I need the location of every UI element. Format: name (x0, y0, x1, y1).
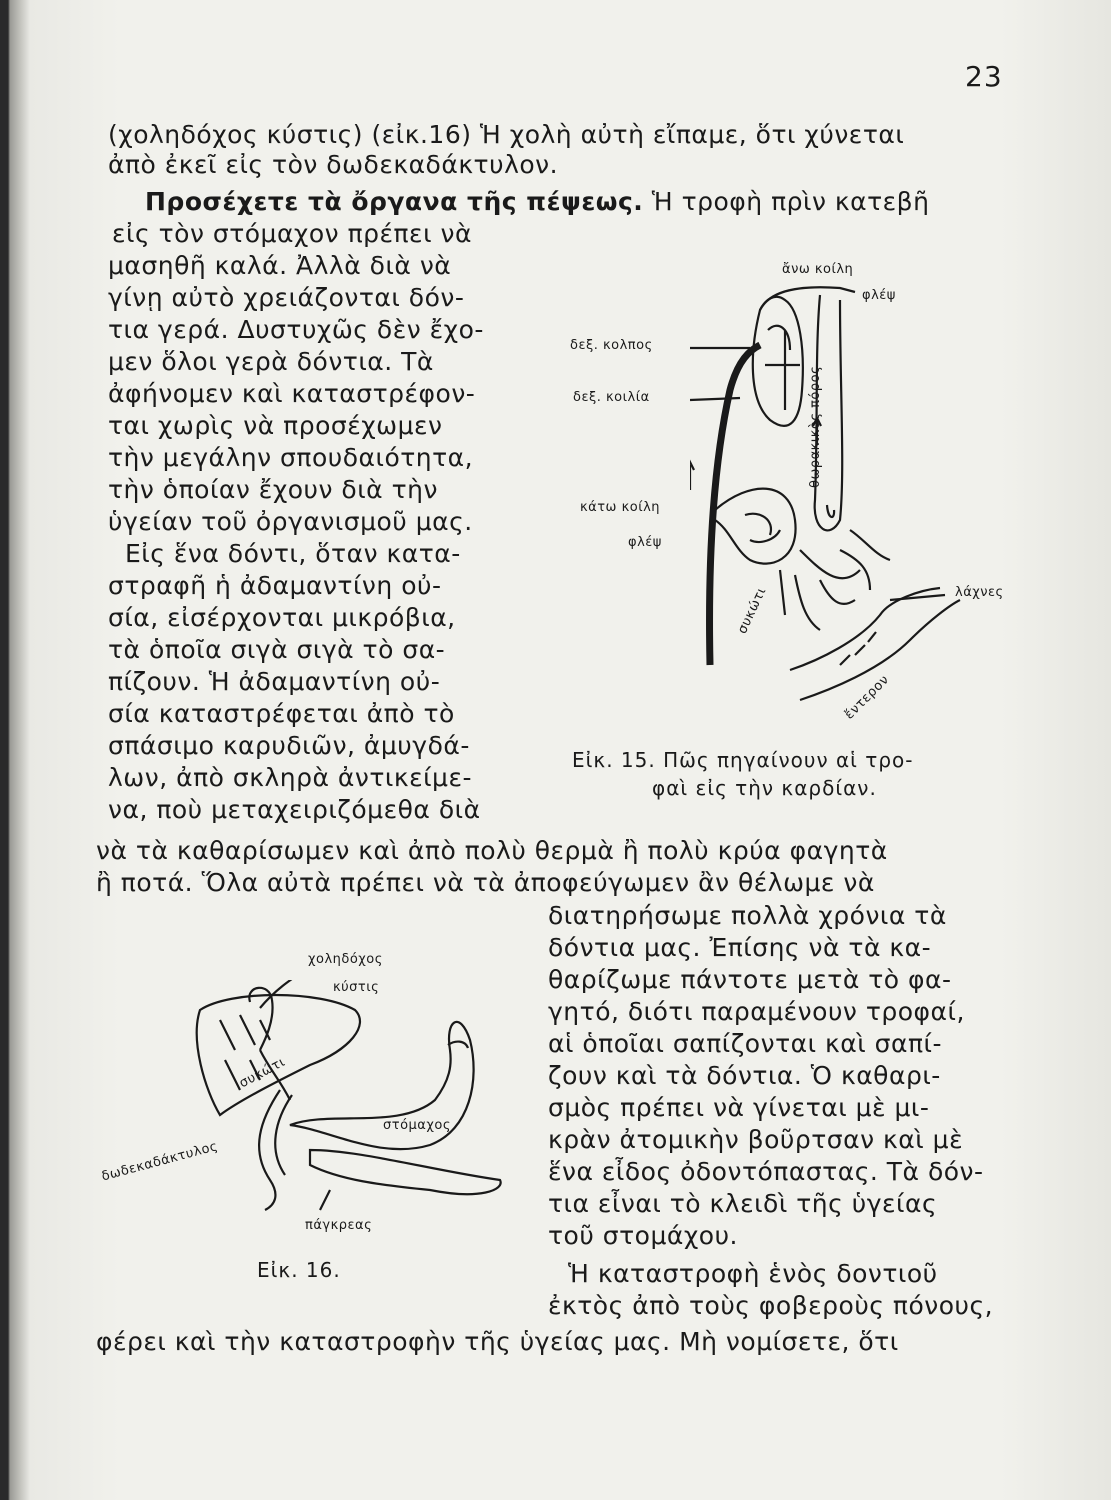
figure-15-diagram (690, 270, 1030, 740)
text-line: τὴν ὁποίαν ἔχουν διὰ τὴν (108, 475, 438, 504)
heart-outline (753, 297, 803, 426)
liver-veins (745, 514, 780, 542)
section-heading-line (145, 186, 929, 218)
label-dodekadaktylos: δωδεκαδάκτυλος (100, 1138, 220, 1185)
label-dex-koilia: δεξ. κοιλία (573, 390, 650, 405)
label-kato-koili: κάτω κοίλη (580, 500, 661, 515)
text-line: πίζουν. Ἡ ἀδαμαντίνη οὐ- (108, 667, 441, 696)
figure-15-caption-line2: φαὶ εἰς τὴν καρδίαν. (652, 776, 877, 800)
text-line: κρὰν ἀτομικὴν βοῦρτσαν καὶ μὲ (548, 1125, 964, 1154)
page-number: 23 (965, 60, 1003, 93)
text-line: ται χωρὶς νὰ προσέχωμεν (108, 411, 443, 440)
text-line: ζουν καὶ τὰ δόντια. Ὁ καθαρι- (548, 1061, 941, 1090)
text-line: φέρει καὶ τὴν καταστροφὴν τῆς ὑγείας μας. Μὴ νομίσετε, ὅτι (96, 1327, 899, 1356)
text-line: τια γερά. Δυστυχῶς δὲν ἔχο- (108, 315, 484, 344)
pancreas (310, 1150, 501, 1194)
section-heading: Προσέχετε τὰ ὄργανα τῆς πέψεως. (145, 187, 644, 216)
label-xolidoxos: χοληδόχος (308, 952, 383, 967)
leader-line (690, 398, 740, 400)
text-line: ἢ ποτά. Ὅλα αὐτὰ πρέπει νὰ τὰ ἀποφεύγωμεν ἂν θέλωμε νὰ (96, 868, 875, 897)
villi-lines-2 (780, 570, 820, 630)
label-stomaxos: στόμαχος (383, 1118, 451, 1133)
label-sykoti-16: συκώτι (237, 1054, 288, 1092)
text-line: εἰς τὸν στόμαχον πρέπει νὰ (112, 219, 472, 248)
label-enteron: ἔντερον (842, 672, 893, 723)
text-line: ἐκτὸς ἀπὸ τοὺς φοβεροὺς πόνους, (548, 1291, 994, 1320)
text-line: ὑγείαν τοῦ ὀργανισμοῦ μας. (108, 507, 473, 536)
label-kystis: κύστις (333, 980, 380, 995)
figure-16-caption: Εἰκ. 16. (257, 1258, 341, 1282)
text-line: σία καταστρέφεται ἀπὸ τὸ (108, 699, 455, 728)
text-line: δόντια μας. Ἐπίσης νὰ τὰ κα- (548, 933, 932, 962)
section-heading-continuation: Ἡ τροφὴ πρὶν κατεβῆ (651, 187, 930, 216)
text-line: να, ποὺ μεταχειριζόμεθα διὰ (108, 795, 481, 824)
text-line: γητό, διότι παραμένουν τροφαί, (548, 997, 965, 1026)
text-line: σπάσιμο καρυδιῶν, ἀμυγδά- (108, 731, 470, 760)
text-line: (χοληδόχος κύστις) (εἰκ.16) Ἡ χολὴ αὐτὴ εἴπαμε, ὅτι χύνεται (108, 120, 905, 149)
figure-15-caption-line1: Εἰκ. 15. Πῶς πηγαίνουν αἱ τρο- (572, 748, 914, 772)
liver-outline (715, 489, 796, 564)
text-line: Ἡ καταστροφὴ ἑνὸς δοντιοῦ (568, 1259, 938, 1288)
text-line: τὰ ὁποῖα σιγὰ σιγὰ τὸ σα- (108, 635, 446, 664)
duodenum (259, 1090, 280, 1210)
label-laxnes: λάχνες (955, 585, 1004, 600)
text-line: σμὸς πρέπει νὰ γίνεται μὲ μι- (548, 1093, 930, 1122)
text-line: διατηρήσωμε πολλὰ χρόνια τὰ (548, 901, 947, 930)
duodenum-inner (275, 1095, 292, 1175)
intestine-inner (790, 588, 940, 670)
text-line: στραφῆ ἡ ἀδαμαντίνη οὐ- (108, 571, 442, 600)
label-thorakikos-poros: θωρακικὸς πόρος (808, 365, 823, 488)
text-line: γίνῃ αὐτὸ χρειάζονται δόν- (108, 283, 465, 312)
text-line: τὴν μεγάλην σπουδαιότητα, (108, 443, 474, 472)
thoracic-duct-inner (827, 505, 834, 517)
villi-lines (800, 530, 890, 604)
text-line: μασηθῆ καλά. Ἀλλὰ διὰ νὰ (108, 251, 452, 280)
text-line: τια εἶναι τὸ κλειδὶ τῆς ὑγείας (548, 1189, 938, 1218)
text-line: λων, ἀπὸ σκληρὰ ἀντικείμε- (108, 763, 472, 792)
text-line: νὰ τὰ καθαρίσωμεν καὶ ἀπὸ πολὺ θερμὰ ἢ πολὺ κρύα φαγητὰ (96, 836, 888, 865)
text-line: τοῦ στομάχου. (548, 1221, 738, 1250)
label-ano-koili: ἄνω κοίλη (782, 262, 854, 277)
text-line: ἀπὸ ἐκεῖ εἰς τὸν δωδεκαδάκτυλον. (108, 150, 559, 179)
heart-inner (765, 326, 800, 410)
leader-line (320, 1190, 330, 1210)
label-fleps-top: φλέψ (862, 288, 896, 303)
text-line: αἱ ὁποῖαι σαπίζονται καὶ σαπί- (548, 1029, 942, 1058)
figure-16-diagram (180, 980, 520, 1220)
leader-line (890, 595, 945, 600)
text-line: ἕνα εἶδος ὀδοντόπαστας. Τὰ δόν- (548, 1157, 984, 1186)
label-fleps-bottom: φλέψ (628, 535, 662, 550)
label-dex-kolpos: δεξ. κολπος (570, 338, 653, 353)
text-line: μεν ὅλοι γερὰ δόντια. Τὰ (108, 347, 434, 376)
text-line: θαρίζωμε πάντοτε μετὰ τὸ φα- (548, 965, 952, 994)
text-line: ἀφήνομεν καὶ καταστρέφον- (108, 379, 476, 408)
text-line: σία, εἰσέρχονται μικρόβια, (108, 603, 456, 632)
label-pagkreas: πάγκρεας (305, 1218, 373, 1233)
stomach-top (448, 1042, 468, 1048)
label-sykoti-15: συκώτι (735, 585, 770, 637)
text-line: Εἰς ἕνα δόντι, ὅταν κατα- (125, 539, 461, 568)
